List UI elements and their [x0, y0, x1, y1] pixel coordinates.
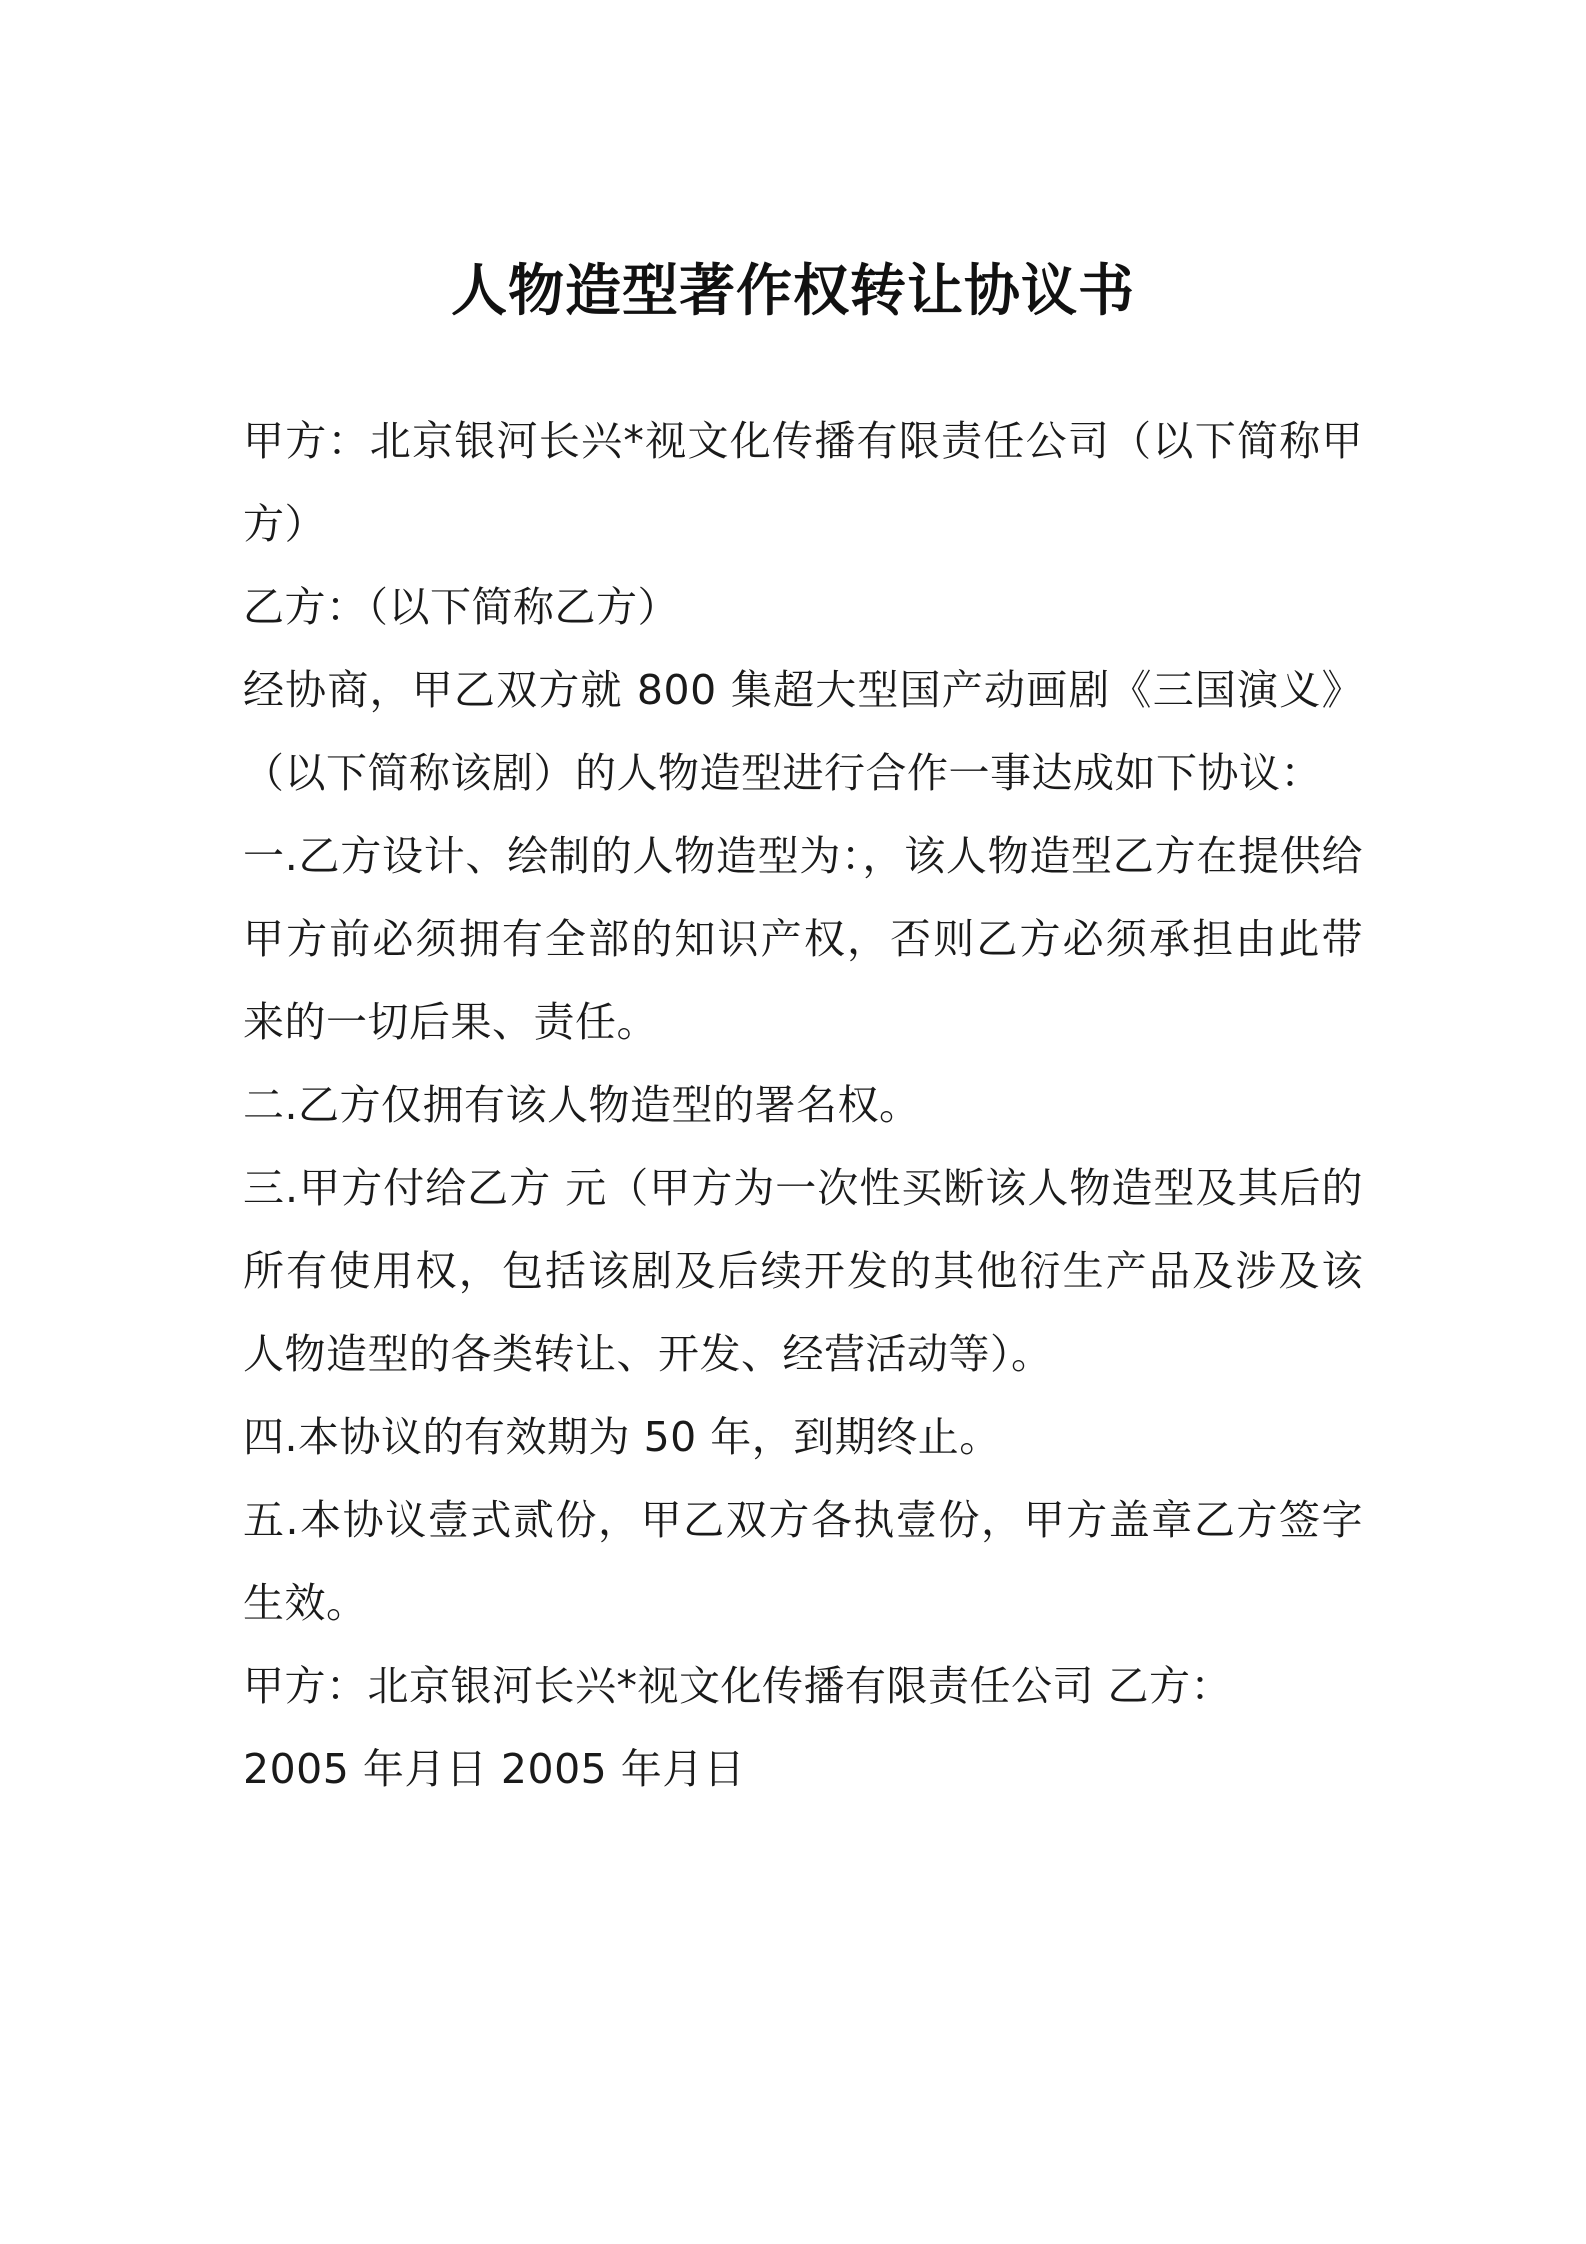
preamble-paragraph: 经协商，甲乙双方就 800 集超大型国产动画剧《三国演义》（以下简称该剧）的人物造型进行合作一事达成如下协议：: [243, 666, 1363, 797]
clause-1: 一.乙方设计、绘制的人物造型为：，该人物造型乙方在提供给甲方前必须拥有全部的知识产权，否则乙方必须承担由此带来的一切后果、责任。: [243, 832, 1363, 1046]
signature-parties-line: 甲方：北京银河长兴*视文化传播有限责任公司 乙方：: [243, 1662, 1233, 1710]
clause-3: 三.甲方付给乙方 元（甲方为一次性买断该人物造型及其后的所有使用权，包括该剧及后续开发的其他衍生产品及涉及该人物造型的各类转让、开发、经营活动等）。: [243, 1164, 1363, 1378]
signature-dates-line: 2005 年月日 2005 年月日: [243, 1745, 746, 1793]
document-title: 人物造型著作权转让协议书: [451, 259, 1135, 324]
clause-5: 五.本协议壹式贰份，甲乙双方各执壹份，甲方盖章乙方签字生效。: [243, 1496, 1363, 1627]
clause-2: 二.乙方仅拥有该人物造型的署名权。: [243, 1081, 921, 1129]
document-body: [243, 400, 1363, 1811]
party-b-line: 乙方：（以下简称乙方）: [243, 583, 679, 631]
party-a-line: 甲方：北京银河长兴*视文化传播有限责任公司（以下简称甲方）: [243, 417, 1363, 548]
clause-4: 四.本协议的有效期为 50 年，到期终止。: [243, 1413, 1001, 1461]
